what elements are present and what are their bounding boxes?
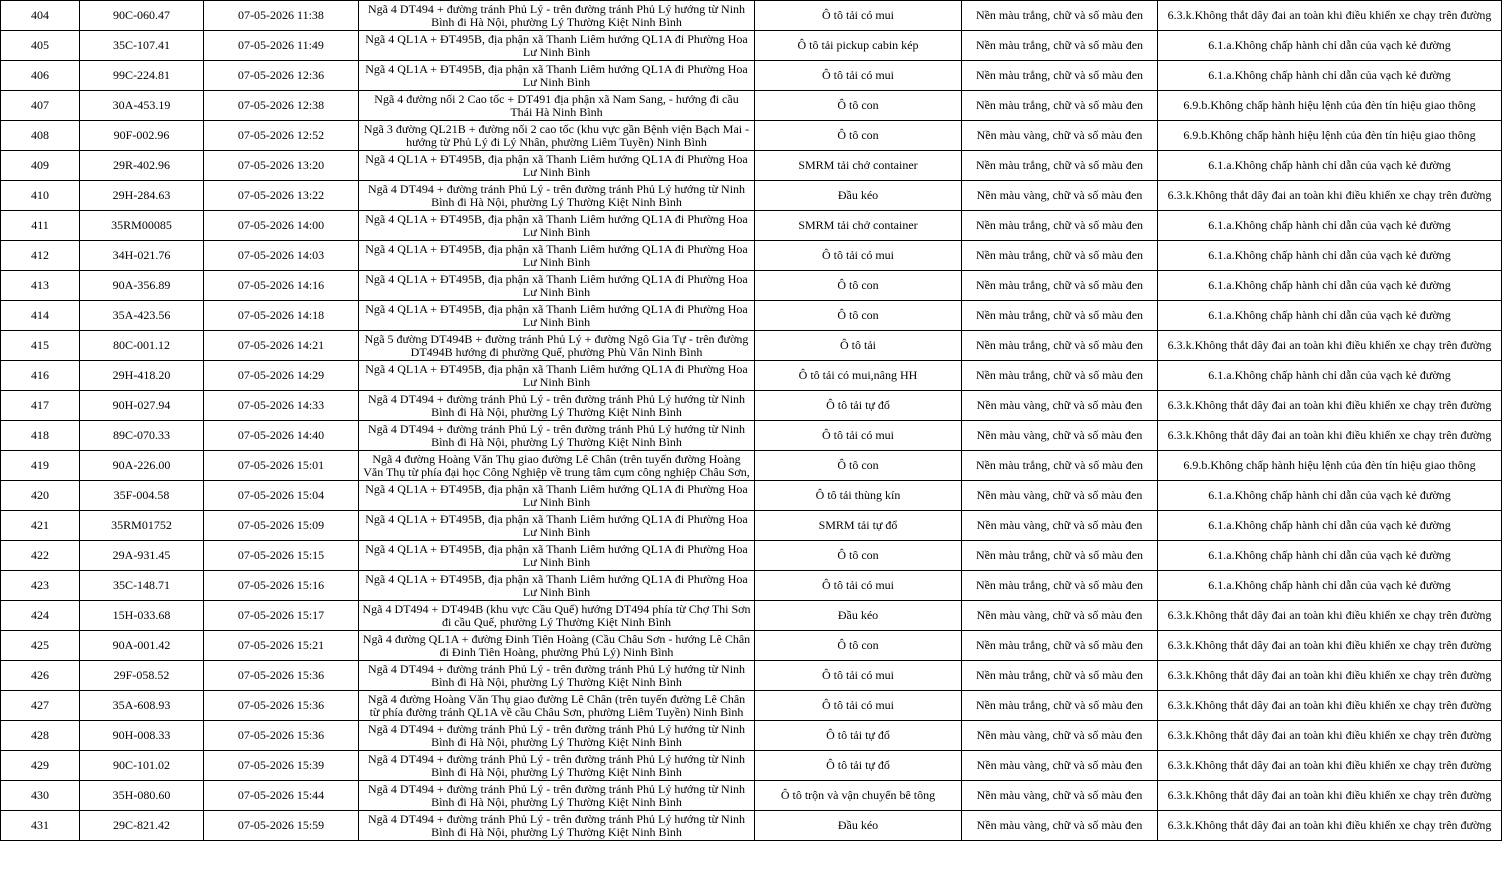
plate-color-cell: Nền màu vàng, chữ và số màu đen	[962, 481, 1158, 511]
plate-color-cell: Nền màu trắng, chữ và số màu đen	[962, 331, 1158, 361]
violation-cell: 6.3.k.Không thắt dây đai an toàn khi điều khiển xe chạy trên đường	[1158, 391, 1502, 421]
stt-cell: 415	[1, 331, 80, 361]
violation-time-cell: 07-05-2026 15:44	[204, 781, 359, 811]
location-text: Ngã 4 QL1A + ĐT495B, địa phận xã Thanh Liêm hướng QL1A đi Phường Hoa Lư Ninh Bình	[365, 152, 748, 179]
plate-number-cell: 35A-608.93	[80, 691, 204, 721]
table-row	[1, 751, 1502, 781]
plate-color-cell: Nền màu vàng, chữ và số màu đen	[962, 421, 1158, 451]
table-row	[1, 181, 1502, 211]
vehicle-type-cell: Ô tô tải	[755, 331, 962, 361]
location-cell	[359, 331, 755, 361]
vehicle-type-cell: Ô tô tải tự đổ	[755, 391, 962, 421]
violation-cell: 6.1.a.Không chấp hành chỉ dẫn của vạch kẻ đường	[1158, 31, 1502, 61]
location-text: Ngã 4 đường Hoàng Văn Thụ giao đường Lê Chân (trên tuyến đường Hoàng Văn Thụ từ phía đại học Công Nghiệp về trung tâm cụm công nghiệp Châu Sơn,	[363, 452, 750, 479]
location-cell	[359, 421, 755, 451]
location-cell	[359, 481, 755, 511]
stt-cell: 405	[1, 31, 80, 61]
violation-time-cell: 07-05-2026 15:36	[204, 661, 359, 691]
vehicle-type-cell: Ô tô tải có mui	[755, 241, 962, 271]
violation-cell: 6.3.k.Không thắt dây đai an toàn khi điều khiển xe chạy trên đường	[1158, 601, 1502, 631]
plate-color-cell: Nền màu trắng, chữ và số màu đen	[962, 211, 1158, 241]
violation-cell: 6.1.a.Không chấp hành chỉ dẫn của vạch kẻ đường	[1158, 301, 1502, 331]
violation-cell: 6.3.k.Không thắt dây đai an toàn khi điều khiển xe chạy trên đường	[1158, 811, 1502, 841]
location-cell	[359, 691, 755, 721]
violation-cell: 6.1.a.Không chấp hành chỉ dẫn của vạch kẻ đường	[1158, 361, 1502, 391]
violation-cell: 6.3.k.Không thắt dây đai an toàn khi điều khiển xe chạy trên đường	[1158, 421, 1502, 451]
location-cell	[359, 361, 755, 391]
violation-cell: 6.1.a.Không chấp hành chỉ dẫn của vạch kẻ đường	[1158, 241, 1502, 271]
stt-cell: 413	[1, 271, 80, 301]
plate-number-cell: 29H-418.20	[80, 361, 204, 391]
plate-number-cell: 90A-226.00	[80, 451, 204, 481]
location-cell	[359, 31, 755, 61]
vehicle-type-cell: Ô tô tải có mui	[755, 571, 962, 601]
location-cell	[359, 61, 755, 91]
violation-time-cell: 07-05-2026 15:17	[204, 601, 359, 631]
violation-cell: 6.1.a.Không chấp hành chỉ dẫn của vạch kẻ đường	[1158, 481, 1502, 511]
table-row	[1, 241, 1502, 271]
location-text: Ngã 4 DT494 + đường tránh Phủ Lý - trên đường tránh Phủ Lý hướng từ Ninh Bình đi Hà Nội, phường Lý Thường Kiệt Ninh Bình	[367, 812, 746, 839]
violation-time-cell: 07-05-2026 13:22	[204, 181, 359, 211]
table-row	[1, 811, 1502, 841]
plate-number-cell: 35A-423.56	[80, 301, 204, 331]
stt-cell: 431	[1, 811, 80, 841]
plate-number-cell: 99C-224.81	[80, 61, 204, 91]
location-text: Ngã 4 DT494 + DT494B (khu vực Cầu Quế) hướng DT494 phía từ Chợ Thi Sơn đi cầu Quế, phường Lý Thường Kiệt Ninh Bình	[362, 602, 751, 629]
plate-color-cell: Nền màu trắng, chữ và số màu đen	[962, 271, 1158, 301]
location-text: Ngã 4 QL1A + ĐT495B, địa phận xã Thanh Liêm hướng QL1A đi Phường Hoa Lư Ninh Bình	[365, 482, 748, 509]
plate-color-cell: Nền màu trắng, chữ và số màu đen	[962, 691, 1158, 721]
vehicle-type-cell: Ô tô trộn và vận chuyển bê tông	[755, 781, 962, 811]
stt-cell: 422	[1, 541, 80, 571]
location-cell	[359, 541, 755, 571]
violation-time-cell: 07-05-2026 14:21	[204, 331, 359, 361]
stt-cell: 409	[1, 151, 80, 181]
plate-number-cell: 35C-148.71	[80, 571, 204, 601]
violations-table-body	[1, 1, 1502, 841]
vehicle-type-cell: Ô tô tải có mui,nâng HH	[755, 361, 962, 391]
violation-cell: 6.1.a.Không chấp hành chỉ dẫn của vạch kẻ đường	[1158, 211, 1502, 241]
vehicle-type-cell: Ô tô con	[755, 451, 962, 481]
violation-time-cell: 07-05-2026 14:29	[204, 361, 359, 391]
plate-color-cell: Nền màu trắng, chữ và số màu đen	[962, 541, 1158, 571]
location-text: Ngã 4 DT494 + đường tránh Phủ Lý - trên đường tránh Phủ Lý hướng từ Ninh Bình đi Hà Nội, phường Lý Thường Kiệt Ninh Bình	[367, 782, 746, 809]
location-cell	[359, 661, 755, 691]
table-row	[1, 781, 1502, 811]
plate-color-cell: Nền màu vàng, chữ và số màu đen	[962, 391, 1158, 421]
plate-color-cell: Nền màu vàng, chữ và số màu đen	[962, 751, 1158, 781]
location-cell	[359, 151, 755, 181]
table-row	[1, 451, 1502, 481]
violation-cell: 6.3.k.Không thắt dây đai an toàn khi điều khiển xe chạy trên đường	[1158, 691, 1502, 721]
location-cell	[359, 721, 755, 751]
plate-color-cell: Nền màu trắng, chữ và số màu đen	[962, 571, 1158, 601]
violation-time-cell: 07-05-2026 15:15	[204, 541, 359, 571]
location-text: Ngã 4 đường Hoàng Văn Thụ giao đường Lê Chân (trên tuyến đường Lê Chân từ phía đường tránh QL1A về cầu Châu Sơn, phường Liêm Tuyền) Ninh Bình	[367, 692, 746, 719]
vehicle-type-cell: SMRM tải chở container	[755, 151, 962, 181]
stt-cell: 414	[1, 301, 80, 331]
location-text: Ngã 4 DT494 + đường tránh Phủ Lý - trên đường tránh Phủ Lý hướng từ Ninh Bình đi Hà Nội, phường Lý Thường Kiệt Ninh Bình	[367, 2, 746, 29]
stt-cell: 426	[1, 661, 80, 691]
table-row	[1, 151, 1502, 181]
location-text: Ngã 3 đường QL21B + đường nối 2 cao tốc (khu vực gần Bệnh viện Bạch Mai - hướng từ Phủ Lý đi Lý Nhân, phường Liêm Tuyền) Ninh Bình	[363, 122, 750, 149]
violation-cell: 6.3.k.Không thắt dây đai an toàn khi điều khiển xe chạy trên đường	[1158, 331, 1502, 361]
plate-color-cell: Nền màu trắng, chữ và số màu đen	[962, 241, 1158, 271]
location-text: Ngã 4 QL1A + ĐT495B, địa phận xã Thanh Liêm hướng QL1A đi Phường Hoa Lư Ninh Bình	[365, 362, 748, 389]
violation-time-cell: 07-05-2026 15:36	[204, 691, 359, 721]
violation-time-cell: 07-05-2026 13:20	[204, 151, 359, 181]
stt-cell: 417	[1, 391, 80, 421]
location-cell	[359, 811, 755, 841]
location-text: Ngã 4 DT494 + đường tránh Phủ Lý - trên đường tránh Phủ Lý hướng từ Ninh Bình đi Hà Nội, phường Lý Thường Kiệt Ninh Bình	[367, 662, 746, 689]
plate-color-cell: Nền màu trắng, chữ và số màu đen	[962, 31, 1158, 61]
violation-time-cell: 07-05-2026 11:49	[204, 31, 359, 61]
location-text: Ngã 4 DT494 + đường tránh Phủ Lý - trên đường tránh Phủ Lý hướng từ Ninh Bình đi Hà Nội, phường Lý Thường Kiệt Ninh Bình	[367, 752, 746, 779]
plate-number-cell: 90C-101.02	[80, 751, 204, 781]
violation-cell: 6.3.k.Không thắt dây đai an toàn khi điều khiển xe chạy trên đường	[1158, 661, 1502, 691]
stt-cell: 408	[1, 121, 80, 151]
plate-color-cell: Nền màu trắng, chữ và số màu đen	[962, 1, 1158, 31]
plate-number-cell: 35RM00085	[80, 211, 204, 241]
location-cell	[359, 271, 755, 301]
location-cell	[359, 781, 755, 811]
plate-number-cell: 80C-001.12	[80, 331, 204, 361]
table-row	[1, 721, 1502, 751]
table-row	[1, 421, 1502, 451]
plate-color-cell: Nền màu trắng, chữ và số màu đen	[962, 631, 1158, 661]
location-text: Ngã 4 DT494 + đường tránh Phủ Lý - trên đường tránh Phủ Lý hướng từ Ninh Bình đi Hà Nội, phường Lý Thường Kiệt Ninh Bình	[367, 392, 746, 419]
location-text: Ngã 4 đường QL1A + đường Đinh Tiên Hoàng (Cầu Châu Sơn - hướng Lê Chân đi Đinh Tiên Hoàng, phường Phủ Lý) Ninh Bình	[362, 632, 751, 659]
location-text: Ngã 4 DT494 + đường tránh Phủ Lý - trên đường tránh Phủ Lý hướng từ Ninh Bình đi Hà Nội, phường Lý Thường Kiệt Ninh Bình	[367, 182, 746, 209]
stt-cell: 429	[1, 751, 80, 781]
vehicle-type-cell: SMRM tải chở container	[755, 211, 962, 241]
violation-time-cell: 07-05-2026 15:04	[204, 481, 359, 511]
plate-color-cell: Nền màu vàng, chữ và số màu đen	[962, 181, 1158, 211]
vehicle-type-cell: Ô tô tải có mui	[755, 661, 962, 691]
vehicle-type-cell: Ô tô con	[755, 121, 962, 151]
vehicle-type-cell: Đầu kéo	[755, 601, 962, 631]
location-text: Ngã 5 đường DT494B + đường tránh Phủ Lý + đường Ngô Gia Tự - trên đường DT494B hướng đi phường Quế, phường Phù Vân Ninh Bình	[364, 332, 749, 359]
location-text: Ngã 4 QL1A + ĐT495B, địa phận xã Thanh Liêm hướng QL1A đi Phường Hoa Lư Ninh Bình	[365, 272, 748, 299]
vehicle-type-cell: Ô tô con	[755, 91, 962, 121]
plate-color-cell: Nền màu vàng, chữ và số màu đen	[962, 811, 1158, 841]
stt-cell: 418	[1, 421, 80, 451]
stt-cell: 410	[1, 181, 80, 211]
vehicle-type-cell: Ô tô tải có mui	[755, 1, 962, 31]
table-row	[1, 601, 1502, 631]
vehicle-type-cell: Ô tô con	[755, 271, 962, 301]
violation-cell: 6.1.a.Không chấp hành chỉ dẫn của vạch kẻ đường	[1158, 541, 1502, 571]
location-text: Ngã 4 QL1A + ĐT495B, địa phận xã Thanh Liêm hướng QL1A đi Phường Hoa Lư Ninh Bình	[365, 212, 748, 239]
stt-cell: 421	[1, 511, 80, 541]
location-cell	[359, 301, 755, 331]
plate-color-cell: Nền màu trắng, chữ và số màu đen	[962, 61, 1158, 91]
table-row	[1, 391, 1502, 421]
location-cell	[359, 241, 755, 271]
plate-color-cell: Nền màu vàng, chữ và số màu đen	[962, 721, 1158, 751]
violation-time-cell: 07-05-2026 15:36	[204, 721, 359, 751]
stt-cell: 428	[1, 721, 80, 751]
location-cell	[359, 181, 755, 211]
location-text: Ngã 4 QL1A + ĐT495B, địa phận xã Thanh Liêm hướng QL1A đi Phường Hoa Lư Ninh Bình	[365, 302, 748, 329]
stt-cell: 406	[1, 61, 80, 91]
location-text: Ngã 4 DT494 + đường tránh Phủ Lý - trên đường tránh Phủ Lý hướng từ Ninh Bình đi Hà Nội, phường Lý Thường Kiệt Ninh Bình	[367, 722, 746, 749]
location-text: Ngã 4 đường nối 2 Cao tốc + DT491 địa phận xã Nam Sang, - hướng đi cầu Thái Hà Ninh Bình	[374, 92, 739, 119]
violation-cell: 6.9.b.Không chấp hành hiệu lệnh của đèn tín hiệu giao thông	[1158, 91, 1502, 121]
plate-color-cell: Nền màu trắng, chữ và số màu đen	[962, 661, 1158, 691]
vehicle-type-cell: Ô tô tải thùng kín	[755, 481, 962, 511]
plate-number-cell: 29A-931.45	[80, 541, 204, 571]
plate-color-cell: Nền màu trắng, chữ và số màu đen	[962, 151, 1158, 181]
violation-cell: 6.9.b.Không chấp hành hiệu lệnh của đèn tín hiệu giao thông	[1158, 451, 1502, 481]
table-row	[1, 91, 1502, 121]
violation-cell: 6.3.k.Không thắt dây đai an toàn khi điều khiển xe chạy trên đường	[1158, 721, 1502, 751]
table-row	[1, 661, 1502, 691]
plate-number-cell: 35F-004.58	[80, 481, 204, 511]
plate-number-cell: 90A-356.89	[80, 271, 204, 301]
plate-number-cell: 90C-060.47	[80, 1, 204, 31]
stt-cell: 416	[1, 361, 80, 391]
vehicle-type-cell: Ô tô tải có mui	[755, 691, 962, 721]
violation-time-cell: 07-05-2026 15:09	[204, 511, 359, 541]
violation-time-cell: 07-05-2026 14:40	[204, 421, 359, 451]
violation-cell: 6.3.k.Không thắt dây đai an toàn khi điều khiển xe chạy trên đường	[1158, 1, 1502, 31]
stt-cell: 419	[1, 451, 80, 481]
location-cell	[359, 571, 755, 601]
table-row	[1, 361, 1502, 391]
table-row	[1, 61, 1502, 91]
stt-cell: 430	[1, 781, 80, 811]
table-row	[1, 1, 1502, 31]
location-cell	[359, 91, 755, 121]
plate-color-cell: Nền màu trắng, chữ và số màu đen	[962, 91, 1158, 121]
table-row	[1, 691, 1502, 721]
location-cell	[359, 511, 755, 541]
violation-time-cell: 07-05-2026 14:18	[204, 301, 359, 331]
table-row	[1, 631, 1502, 661]
violation-time-cell: 07-05-2026 15:01	[204, 451, 359, 481]
table-row	[1, 271, 1502, 301]
violation-time-cell: 07-05-2026 12:52	[204, 121, 359, 151]
vehicle-type-cell: SMRM tải tự đổ	[755, 511, 962, 541]
plate-number-cell: 35H-080.60	[80, 781, 204, 811]
plate-number-cell: 30A-453.19	[80, 91, 204, 121]
violation-time-cell: 07-05-2026 15:16	[204, 571, 359, 601]
violation-time-cell: 07-05-2026 11:38	[204, 1, 359, 31]
table-row	[1, 121, 1502, 151]
table-row	[1, 331, 1502, 361]
violation-time-cell: 07-05-2026 14:33	[204, 391, 359, 421]
violation-cell: 6.9.b.Không chấp hành hiệu lệnh của đèn tín hiệu giao thông	[1158, 121, 1502, 151]
violation-cell: 6.1.a.Không chấp hành chỉ dẫn của vạch kẻ đường	[1158, 511, 1502, 541]
location-text: Ngã 4 QL1A + ĐT495B, địa phận xã Thanh Liêm hướng QL1A đi Phường Hoa Lư Ninh Bình	[365, 512, 748, 539]
plate-number-cell: 29H-284.63	[80, 181, 204, 211]
location-cell	[359, 391, 755, 421]
plate-color-cell: Nền màu trắng, chữ và số màu đen	[962, 451, 1158, 481]
violation-time-cell: 07-05-2026 12:36	[204, 61, 359, 91]
violation-cell: 6.3.k.Không thắt dây đai an toàn khi điều khiển xe chạy trên đường	[1158, 631, 1502, 661]
violation-cell: 6.3.k.Không thắt dây đai an toàn khi điều khiển xe chạy trên đường	[1158, 181, 1502, 211]
stt-cell: 412	[1, 241, 80, 271]
location-cell	[359, 211, 755, 241]
stt-cell: 427	[1, 691, 80, 721]
plate-number-cell: 34H-021.76	[80, 241, 204, 271]
stt-cell: 420	[1, 481, 80, 511]
location-cell	[359, 601, 755, 631]
location-text: Ngã 4 DT494 + đường tránh Phủ Lý - trên đường tránh Phủ Lý hướng từ Ninh Bình đi Hà Nội, phường Lý Thường Kiệt Ninh Bình	[367, 422, 746, 449]
plate-color-cell: Nền màu trắng, chữ và số màu đen	[962, 361, 1158, 391]
location-text: Ngã 4 QL1A + ĐT495B, địa phận xã Thanh Liêm hướng QL1A đi Phường Hoa Lư Ninh Bình	[365, 572, 748, 599]
vehicle-type-cell: Ô tô tải có mui	[755, 61, 962, 91]
table-row	[1, 511, 1502, 541]
plate-color-cell: Nền màu trắng, chữ và số màu đen	[962, 301, 1158, 331]
vehicle-type-cell: Ô tô tải có mui	[755, 421, 962, 451]
violation-time-cell: 07-05-2026 15:39	[204, 751, 359, 781]
plate-number-cell: 90H-008.33	[80, 721, 204, 751]
location-cell	[359, 751, 755, 781]
violation-cell: 6.1.a.Không chấp hành chỉ dẫn của vạch kẻ đường	[1158, 61, 1502, 91]
location-cell	[359, 1, 755, 31]
stt-cell: 411	[1, 211, 80, 241]
vehicle-type-cell: Ô tô con	[755, 631, 962, 661]
stt-cell: 407	[1, 91, 80, 121]
violation-cell: 6.3.k.Không thắt dây đai an toàn khi điều khiển xe chạy trên đường	[1158, 751, 1502, 781]
violation-time-cell: 07-05-2026 15:59	[204, 811, 359, 841]
vehicle-type-cell: Ô tô tải tự đổ	[755, 721, 962, 751]
plate-number-cell: 29F-058.52	[80, 661, 204, 691]
location-cell	[359, 631, 755, 661]
table-row	[1, 481, 1502, 511]
violation-cell: 6.3.k.Không thắt dây đai an toàn khi điều khiển xe chạy trên đường	[1158, 781, 1502, 811]
vehicle-type-cell: Ô tô tải pickup cabin kép	[755, 31, 962, 61]
violation-time-cell: 07-05-2026 12:38	[204, 91, 359, 121]
vehicle-type-cell: Đầu kéo	[755, 181, 962, 211]
stt-cell: 404	[1, 1, 80, 31]
violation-time-cell: 07-05-2026 14:03	[204, 241, 359, 271]
plate-number-cell: 29R-402.96	[80, 151, 204, 181]
table-row	[1, 541, 1502, 571]
location-text: Ngã 4 QL1A + ĐT495B, địa phận xã Thanh Liêm hướng QL1A đi Phường Hoa Lư Ninh Bình	[365, 242, 748, 269]
plate-number-cell: 90H-027.94	[80, 391, 204, 421]
table-row	[1, 211, 1502, 241]
plate-number-cell: 29C-821.42	[80, 811, 204, 841]
stt-cell: 424	[1, 601, 80, 631]
vehicle-type-cell: Ô tô con	[755, 541, 962, 571]
plate-number-cell: 89C-070.33	[80, 421, 204, 451]
plate-number-cell: 35C-107.41	[80, 31, 204, 61]
plate-color-cell: Nền màu vàng, chữ và số màu đen	[962, 511, 1158, 541]
stt-cell: 423	[1, 571, 80, 601]
vehicle-type-cell: Đầu kéo	[755, 811, 962, 841]
location-text: Ngã 4 QL1A + ĐT495B, địa phận xã Thanh Liêm hướng QL1A đi Phường Hoa Lư Ninh Bình	[365, 62, 748, 89]
plate-color-cell: Nền màu vàng, chữ và số màu đen	[962, 601, 1158, 631]
table-row	[1, 571, 1502, 601]
location-text: Ngã 4 QL1A + ĐT495B, địa phận xã Thanh Liêm hướng QL1A đi Phường Hoa Lư Ninh Bình	[365, 542, 748, 569]
plate-color-cell: Nền màu vàng, chữ và số màu đen	[962, 781, 1158, 811]
plate-number-cell: 35RM01752	[80, 511, 204, 541]
violation-time-cell: 07-05-2026 14:16	[204, 271, 359, 301]
location-cell	[359, 451, 755, 481]
violation-cell: 6.1.a.Không chấp hành chỉ dẫn của vạch kẻ đường	[1158, 571, 1502, 601]
location-cell	[359, 121, 755, 151]
vehicle-type-cell: Ô tô tải tự đổ	[755, 751, 962, 781]
violation-time-cell: 07-05-2026 14:00	[204, 211, 359, 241]
plate-number-cell: 15H-033.68	[80, 601, 204, 631]
vehicle-type-cell: Ô tô con	[755, 301, 962, 331]
plate-number-cell: 90A-001.42	[80, 631, 204, 661]
plate-number-cell: 90F-002.96	[80, 121, 204, 151]
location-text: Ngã 4 QL1A + ĐT495B, địa phận xã Thanh Liêm hướng QL1A đi Phường Hoa Lư Ninh Bình	[365, 32, 748, 59]
table-row	[1, 31, 1502, 61]
violation-cell: 6.1.a.Không chấp hành chỉ dẫn của vạch kẻ đường	[1158, 271, 1502, 301]
violation-time-cell: 07-05-2026 15:21	[204, 631, 359, 661]
plate-color-cell: Nền màu vàng, chữ và số màu đen	[962, 121, 1158, 151]
violation-cell: 6.1.a.Không chấp hành chỉ dẫn của vạch kẻ đường	[1158, 151, 1502, 181]
stt-cell: 425	[1, 631, 80, 661]
table-row	[1, 301, 1502, 331]
